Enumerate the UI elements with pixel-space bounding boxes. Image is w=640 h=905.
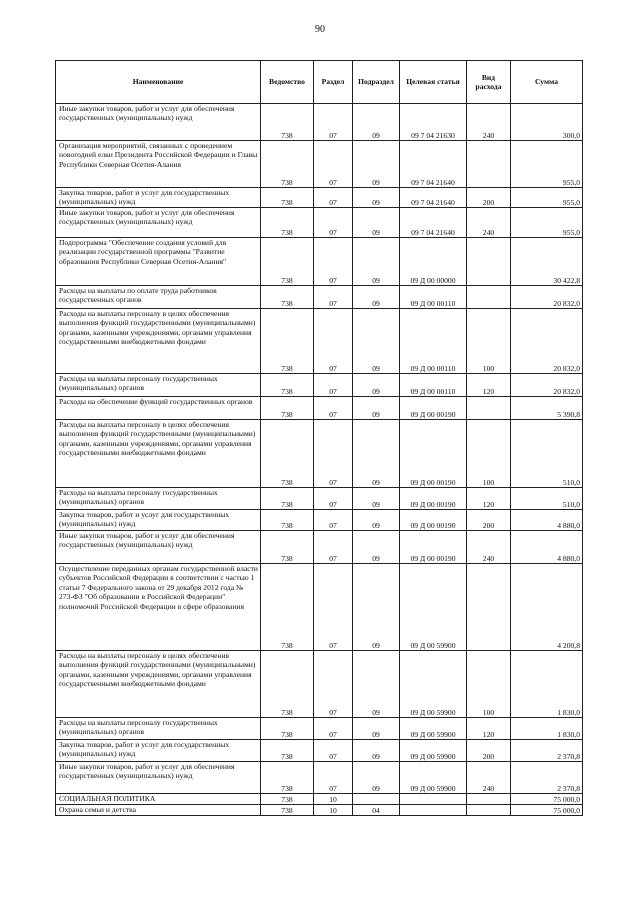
row-sum: 5 390,8 [511, 397, 583, 420]
row-dept: 738 [261, 309, 314, 374]
row-target: 09 Д 00 59900 [400, 718, 467, 740]
row-target: 09 Д 00 00190 [400, 531, 467, 564]
row-sum: 20 832,0 [511, 286, 583, 309]
row-target: 09 7 04 21640 [400, 141, 467, 188]
row-target: 09 Д 00 00190 [400, 420, 467, 488]
row-sum: 1 830,0 [511, 651, 583, 718]
row-name: Расходы на выплаты персоналу в целях обеспечения выполнения функций государственными (муниципальными) органами, казенными учреждениями, органами управления государственными внебюджетными фондами [56, 420, 261, 488]
row-dept: 738 [261, 794, 314, 805]
row-target: 09 Д 00 59900 [400, 651, 467, 718]
row-exp-type: 200 [467, 740, 511, 762]
row-exp-type: 100 [467, 420, 511, 488]
row-name: Расходы на выплаты персоналу государственных (муниципальных) органов [56, 718, 261, 740]
row-sum: 2 370,8 [511, 762, 583, 794]
row-subsection: 09 [353, 564, 400, 651]
row-dept: 738 [261, 397, 314, 420]
row-exp-type: 240 [467, 531, 511, 564]
row-section: 07 [314, 188, 353, 208]
row-dept: 738 [261, 531, 314, 564]
row-subsection [353, 794, 400, 805]
row-name: Осуществление переданных органам государственной власти субъектов Российской Федерации в соответствии с частью 1 статьи 7 Федерального закона от 29 декабря 2012 года № 273-ФЗ "Об образовании в Российской Федерации" полномочий Российской Федерации в сфере образования [56, 564, 261, 651]
row-name: Иные закупки товаров, работ и услуг для обеспечения государственных (муниципальных) нужд [56, 104, 261, 141]
header-exp-type: Вид расхода [467, 61, 511, 104]
table-row [56, 740, 583, 762]
row-target: 09 Д 00 00190 [400, 488, 467, 510]
table-row [56, 762, 583, 794]
row-sum: 955,0 [511, 188, 583, 208]
row-section: 07 [314, 740, 353, 762]
row-dept: 738 [261, 762, 314, 794]
table-row [56, 805, 583, 816]
row-sum: 75 000,0 [511, 794, 583, 805]
table-row [56, 141, 583, 188]
header-subsection: Подраздел [353, 61, 400, 104]
row-exp-type: 200 [467, 510, 511, 531]
row-subsection: 09 [353, 238, 400, 286]
row-name: Закупка товаров, работ и услуг для государственных (муниципальных) нужд [56, 188, 261, 208]
row-subsection: 09 [353, 420, 400, 488]
row-sum: 510,0 [511, 420, 583, 488]
table-row [56, 564, 583, 651]
header-dept: Ведомство [261, 61, 314, 104]
row-name: Расходы на выплаты персоналу в целях обеспечения выполнения функций государственными (муниципальными) органами, казенными учреждениями, органами управления государственными внебюджетными фондами [56, 309, 261, 374]
row-section: 07 [314, 564, 353, 651]
row-subsection: 09 [353, 488, 400, 510]
row-sum: 2 370,8 [511, 740, 583, 762]
row-section: 07 [314, 531, 353, 564]
header-name: Наименование [56, 61, 261, 104]
row-subsection: 09 [353, 188, 400, 208]
row-exp-type: 240 [467, 208, 511, 238]
row-sum: 4 880,0 [511, 510, 583, 531]
row-name: Иные закупки товаров, работ и услуг для обеспечения государственных (муниципальных) нужд [56, 531, 261, 564]
row-subsection: 04 [353, 805, 400, 816]
row-sum: 30 422,8 [511, 238, 583, 286]
row-dept: 738 [261, 564, 314, 651]
row-dept: 738 [261, 718, 314, 740]
row-target: 09 7 04 21630 [400, 104, 467, 141]
row-sum: 955,0 [511, 141, 583, 188]
row-subsection: 09 [353, 510, 400, 531]
row-exp-type [467, 286, 511, 309]
row-exp-type [467, 794, 511, 805]
table-row [56, 188, 583, 208]
row-section: 07 [314, 718, 353, 740]
row-target: 09 Д 00 00110 [400, 374, 467, 397]
row-section: 07 [314, 510, 353, 531]
row-exp-type: 100 [467, 309, 511, 374]
row-target: 09 Д 00 00110 [400, 309, 467, 374]
row-subsection: 09 [353, 651, 400, 718]
row-sum: 20 832,0 [511, 309, 583, 374]
row-section: 07 [314, 104, 353, 141]
row-target [400, 805, 467, 816]
row-name: Расходы на выплаты персоналу в целях обеспечения выполнения функций государственными (муниципальными) органами, казенными учреждениями, органами управления государственными внебюджетными фондами [56, 651, 261, 718]
row-target: 09 Д 00 00190 [400, 397, 467, 420]
row-dept: 738 [261, 420, 314, 488]
row-name: Расходы на обеспечение функций государственных органов [56, 397, 261, 420]
row-dept: 738 [261, 286, 314, 309]
row-target: 09 Д 00 59900 [400, 762, 467, 794]
table-row [56, 510, 583, 531]
row-sum: 4 200,8 [511, 564, 583, 651]
row-dept: 738 [261, 374, 314, 397]
row-exp-type: 240 [467, 104, 511, 141]
row-section: 07 [314, 420, 353, 488]
row-target: 09 Д 00 00110 [400, 286, 467, 309]
row-subsection: 09 [353, 208, 400, 238]
row-subsection: 09 [353, 104, 400, 141]
row-section: 10 [314, 805, 353, 816]
row-name: Иные закупки товаров, работ и услуг для обеспечения государственных (муниципальных) нужд [56, 208, 261, 238]
row-section: 10 [314, 794, 353, 805]
row-subsection: 09 [353, 531, 400, 564]
row-section: 07 [314, 208, 353, 238]
row-section: 07 [314, 488, 353, 510]
table-row [56, 104, 583, 141]
row-name: Иные закупки товаров, работ и услуг для обеспечения государственных (муниципальных) нужд [56, 762, 261, 794]
row-exp-type [467, 238, 511, 286]
row-target: 09 Д 00 00190 [400, 510, 467, 531]
row-name: Расходы на выплаты персоналу государственных (муниципальных) органов [56, 488, 261, 510]
row-exp-type: 120 [467, 718, 511, 740]
row-sum: 300,0 [511, 104, 583, 141]
row-section: 07 [314, 397, 353, 420]
row-sum: 4 880,0 [511, 531, 583, 564]
row-dept: 738 [261, 208, 314, 238]
row-target: 09 7 04 21640 [400, 208, 467, 238]
header-sum: Сумма [511, 61, 583, 104]
row-target: 09 Д 00 59900 [400, 740, 467, 762]
header-target: Целевая статья [400, 61, 467, 104]
row-exp-type [467, 805, 511, 816]
row-section: 07 [314, 238, 353, 286]
row-sum: 1 830,0 [511, 718, 583, 740]
table-row [56, 374, 583, 397]
row-subsection: 09 [353, 762, 400, 794]
page-number: 90 [315, 24, 325, 35]
table-row [56, 651, 583, 718]
row-subsection: 09 [353, 286, 400, 309]
row-dept: 738 [261, 238, 314, 286]
table-row [56, 238, 583, 286]
row-section: 07 [314, 286, 353, 309]
row-sum: 510,0 [511, 488, 583, 510]
row-subsection: 09 [353, 309, 400, 374]
row-section: 07 [314, 762, 353, 794]
budget-table [55, 60, 583, 816]
row-dept: 738 [261, 510, 314, 531]
row-target [400, 794, 467, 805]
row-subsection: 09 [353, 718, 400, 740]
table-row [56, 420, 583, 488]
table-row [56, 309, 583, 374]
table-row [56, 794, 583, 805]
row-name: Расходы на выплаты по оплате труда работников государственных органов [56, 286, 261, 309]
row-name: Охрана семьи и детства [56, 805, 261, 816]
table-row [56, 531, 583, 564]
row-section: 07 [314, 309, 353, 374]
table-row [56, 488, 583, 510]
row-name: Закупка товаров, работ и услуг для государственных (муниципальных) нужд [56, 510, 261, 531]
row-target: 09 7 04 21640 [400, 188, 467, 208]
row-dept: 738 [261, 488, 314, 510]
row-dept: 738 [261, 104, 314, 141]
row-section: 07 [314, 141, 353, 188]
row-dept: 738 [261, 740, 314, 762]
row-exp-type: 120 [467, 488, 511, 510]
row-exp-type: 120 [467, 374, 511, 397]
row-sum: 20 832,0 [511, 374, 583, 397]
row-subsection: 09 [353, 374, 400, 397]
row-subsection: 09 [353, 397, 400, 420]
row-name: Расходы на выплаты персоналу государственных (муниципальных) органов [56, 374, 261, 397]
row-name: Закупка товаров, работ и услуг для государственных (муниципальных) нужд [56, 740, 261, 762]
row-exp-type [467, 564, 511, 651]
row-sum: 75 000,0 [511, 805, 583, 816]
table-row [56, 208, 583, 238]
row-target: 09 Д 00 59900 [400, 564, 467, 651]
row-name: Подпрограмма "Обеспечение создания условий для реализации государственной программы "Развитие образования Республики Северная Осетия-Алания" [56, 238, 261, 286]
row-sum: 955,0 [511, 208, 583, 238]
row-name: Организация мероприятий, связанных с проведением новогодней елки Президента Российской Федерации и Главы Республики Северная Осетия-Алания [56, 141, 261, 188]
row-exp-type [467, 141, 511, 188]
table-row [56, 718, 583, 740]
row-exp-type: 100 [467, 651, 511, 718]
row-section: 07 [314, 651, 353, 718]
table-row [56, 286, 583, 309]
row-name: СОЦИАЛЬНАЯ ПОЛИТИКА [56, 794, 261, 805]
table-header-row [56, 61, 583, 104]
table-row [56, 397, 583, 420]
row-exp-type: 200 [467, 188, 511, 208]
row-target: 09 Д 00 00000 [400, 238, 467, 286]
row-dept: 738 [261, 141, 314, 188]
row-dept: 738 [261, 188, 314, 208]
row-dept: 738 [261, 805, 314, 816]
header-section: Раздел [314, 61, 353, 104]
row-subsection: 09 [353, 740, 400, 762]
row-exp-type [467, 397, 511, 420]
row-subsection: 09 [353, 141, 400, 188]
row-exp-type: 240 [467, 762, 511, 794]
row-dept: 738 [261, 651, 314, 718]
row-section: 07 [314, 374, 353, 397]
